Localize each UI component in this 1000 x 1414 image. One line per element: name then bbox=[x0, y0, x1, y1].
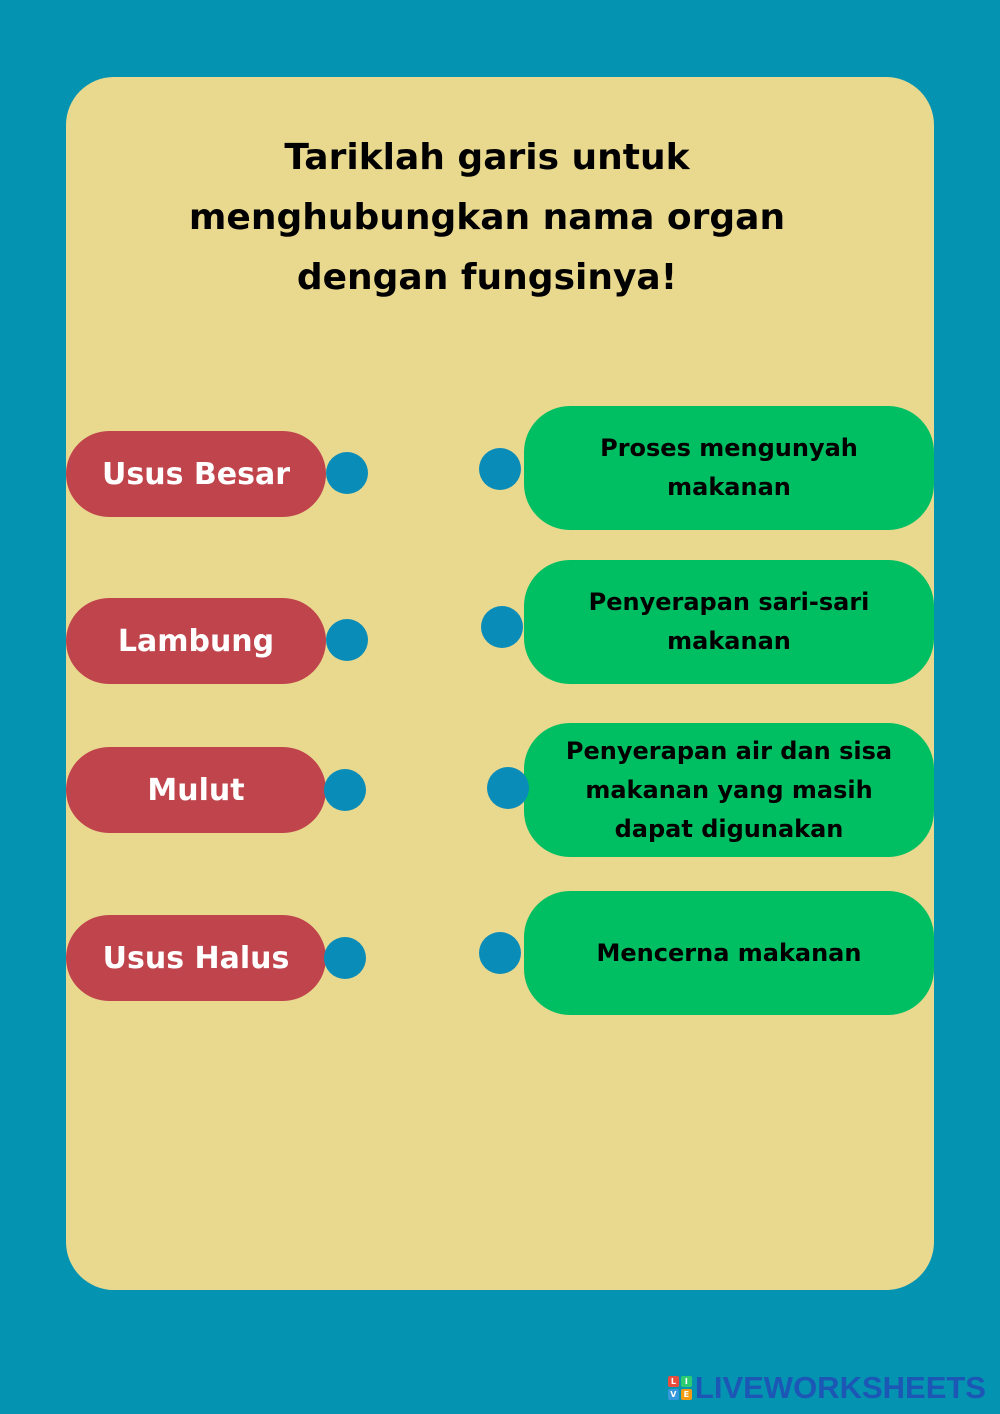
connector-dot-sari-sari[interactable] bbox=[481, 606, 523, 648]
organ-pill-lambung: Lambung bbox=[66, 598, 326, 684]
logo-letter-e: E bbox=[681, 1389, 692, 1400]
connector-dot-mulut[interactable] bbox=[324, 769, 366, 811]
logo-letter-l: L bbox=[668, 1376, 679, 1387]
connector-dot-penyerapan-air[interactable] bbox=[487, 767, 529, 809]
connector-dot-usus-halus[interactable] bbox=[324, 937, 366, 979]
function-pill-penyerapan-air: Penyerapan air dan sisa makanan yang masih dapat digunakan bbox=[524, 723, 934, 857]
connector-dot-usus-besar[interactable] bbox=[326, 452, 368, 494]
organ-pill-usus-besar: Usus Besar bbox=[66, 431, 326, 517]
logo-letter-i: I bbox=[681, 1376, 692, 1387]
organ-pill-usus-halus: Usus Halus bbox=[66, 915, 326, 1001]
logo-letter-v: V bbox=[668, 1389, 679, 1400]
connector-dot-mencerna[interactable] bbox=[479, 932, 521, 974]
function-pill-mengunyah: Proses mengunyah makanan bbox=[524, 406, 934, 530]
liveworksheets-brand bbox=[668, 1370, 986, 1406]
instruction-title: Tariklah garis untuk menghubungkan nama organ dengan fungsinya! bbox=[188, 137, 786, 298]
connector-dot-mengunyah[interactable] bbox=[479, 448, 521, 490]
liveworksheets-logo-icon bbox=[668, 1376, 692, 1400]
brand-name: LIVEWORKSHEETS bbox=[694, 1370, 986, 1405]
function-pill-mencerna: Mencerna makanan bbox=[524, 891, 934, 1015]
organ-pill-mulut: Mulut bbox=[66, 747, 326, 833]
function-pill-sari-sari: Penyerapan sari-sari makanan bbox=[524, 560, 934, 684]
connector-dot-lambung[interactable] bbox=[326, 619, 368, 661]
